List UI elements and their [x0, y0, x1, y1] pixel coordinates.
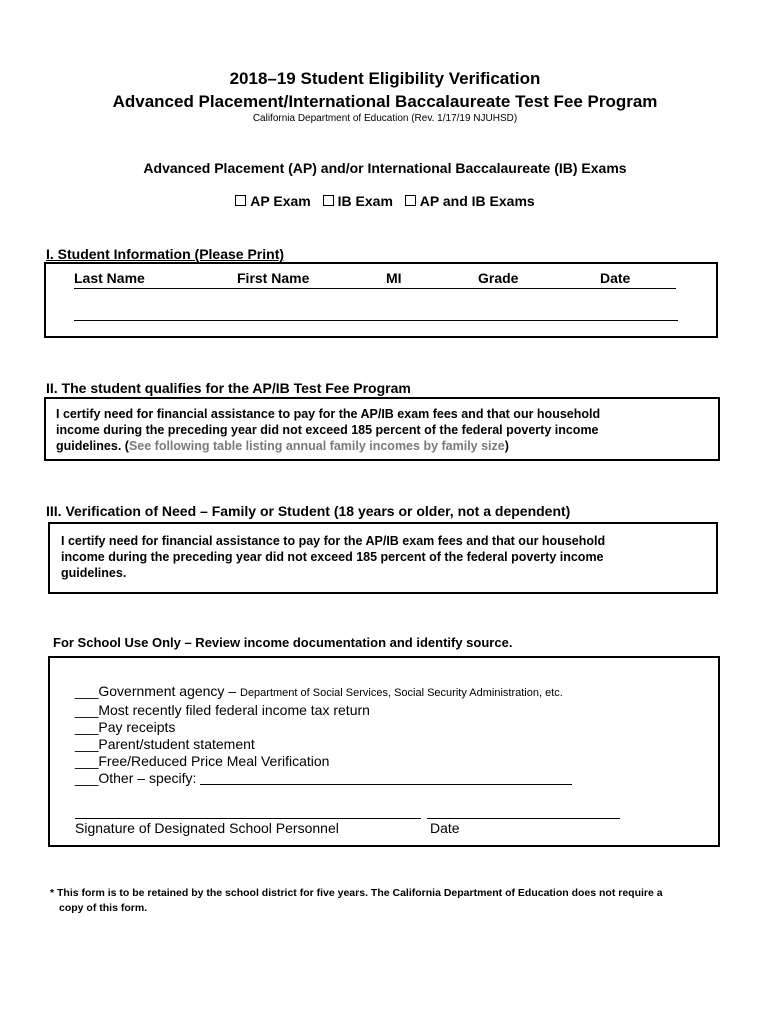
section2-text-line3: guidelines. (See following table listing annual family incomes by family size) — [56, 439, 509, 453]
ap-ib-exam-checkbox[interactable] — [405, 195, 416, 206]
signature-label: Signature of Designated School Personnel — [75, 820, 339, 836]
source-item-statement[interactable]: ___Parent/student statement — [75, 736, 255, 752]
date-line[interactable] — [427, 818, 620, 819]
school-use-box — [48, 656, 720, 847]
section2-text — [56, 406, 600, 454]
section2-text-line2: income during the preceding year did not exceed 185 percent of the federal poverty income — [56, 423, 599, 437]
source-item-pay[interactable]: ___Pay receipts — [75, 719, 176, 735]
exam-options — [0, 193, 770, 209]
form-title: 2018–19 Student Eligibility Verification — [229, 69, 541, 88]
section3-text — [61, 533, 605, 581]
section3-heading: III. Verification of Need – Family or Student (18 years or older, not a dependent) — [46, 503, 571, 519]
section1-heading: I. Student Information (Please Print) — [46, 246, 285, 262]
section3-text-line3: guidelines. — [61, 566, 127, 580]
student-info-box — [44, 262, 718, 338]
col-grade: Grade — [478, 270, 519, 286]
verification-box — [48, 522, 718, 594]
student-info-entry-line[interactable] — [74, 320, 678, 321]
source-list — [75, 683, 572, 787]
exam-option-ib[interactable]: IB Exam — [321, 193, 395, 209]
qualifies-box — [44, 397, 720, 461]
section3-text-line2: income during the preceding year did not exceed 185 percent of the federal poverty income — [61, 550, 604, 564]
column-underline — [74, 288, 676, 289]
col-first-name: First Name — [237, 270, 310, 286]
ib-exam-checkbox[interactable] — [323, 195, 334, 206]
signature-line[interactable] — [75, 818, 421, 819]
school-use-heading: For School Use Only – Review income documentation and identify source. — [53, 635, 513, 650]
ap-exam-checkbox[interactable] — [235, 195, 246, 206]
source-item-other[interactable]: ___Other – specify: — [75, 770, 572, 787]
footnote-line2: copy of this form. — [59, 902, 148, 914]
exams-heading: Advanced Placement (AP) and/or International Baccalaureate (IB) Exams — [143, 160, 627, 176]
income-table-note: See following table listing annual family incomes by family size — [128, 439, 505, 453]
source-item-meal[interactable]: ___Free/Reduced Price Meal Verification — [75, 753, 330, 769]
footnote-line1: * This form is to be retained by the school district for five years. The California Department of Education does not require a — [50, 887, 663, 899]
col-last-name: Last Name — [74, 270, 145, 286]
date-label: Date — [430, 820, 460, 836]
other-specify-line[interactable] — [200, 770, 572, 785]
col-mi: MI — [386, 270, 402, 286]
section2-heading: II. The student qualifies for the AP/IB Test Fee Program — [46, 380, 411, 396]
source-item-tax[interactable]: ___Most recently filed federal income tax return — [75, 702, 370, 718]
form-subtitle: Advanced Placement/International Baccalaureate Test Fee Program — [112, 92, 658, 111]
source-item-gov[interactable]: ___Government agency – Department of Social Services, Social Security Administration, etc. — [75, 683, 563, 699]
exam-option-ap[interactable]: AP Exam — [233, 193, 312, 209]
col-date: Date — [600, 270, 631, 286]
section2-text-line1: I certify need for financial assistance to pay for the AP/IB exam fees and that our household — [56, 407, 601, 421]
section3-text-line1: I certify need for financial assistance to pay for the AP/IB exam fees and that our household — [61, 534, 606, 548]
exam-option-ap-ib[interactable]: AP and IB Exams — [403, 193, 537, 209]
revision-note: California Department of Education (Rev. 1/17/19 NJUHSD) — [252, 113, 518, 124]
retention-footnote — [50, 886, 730, 916]
